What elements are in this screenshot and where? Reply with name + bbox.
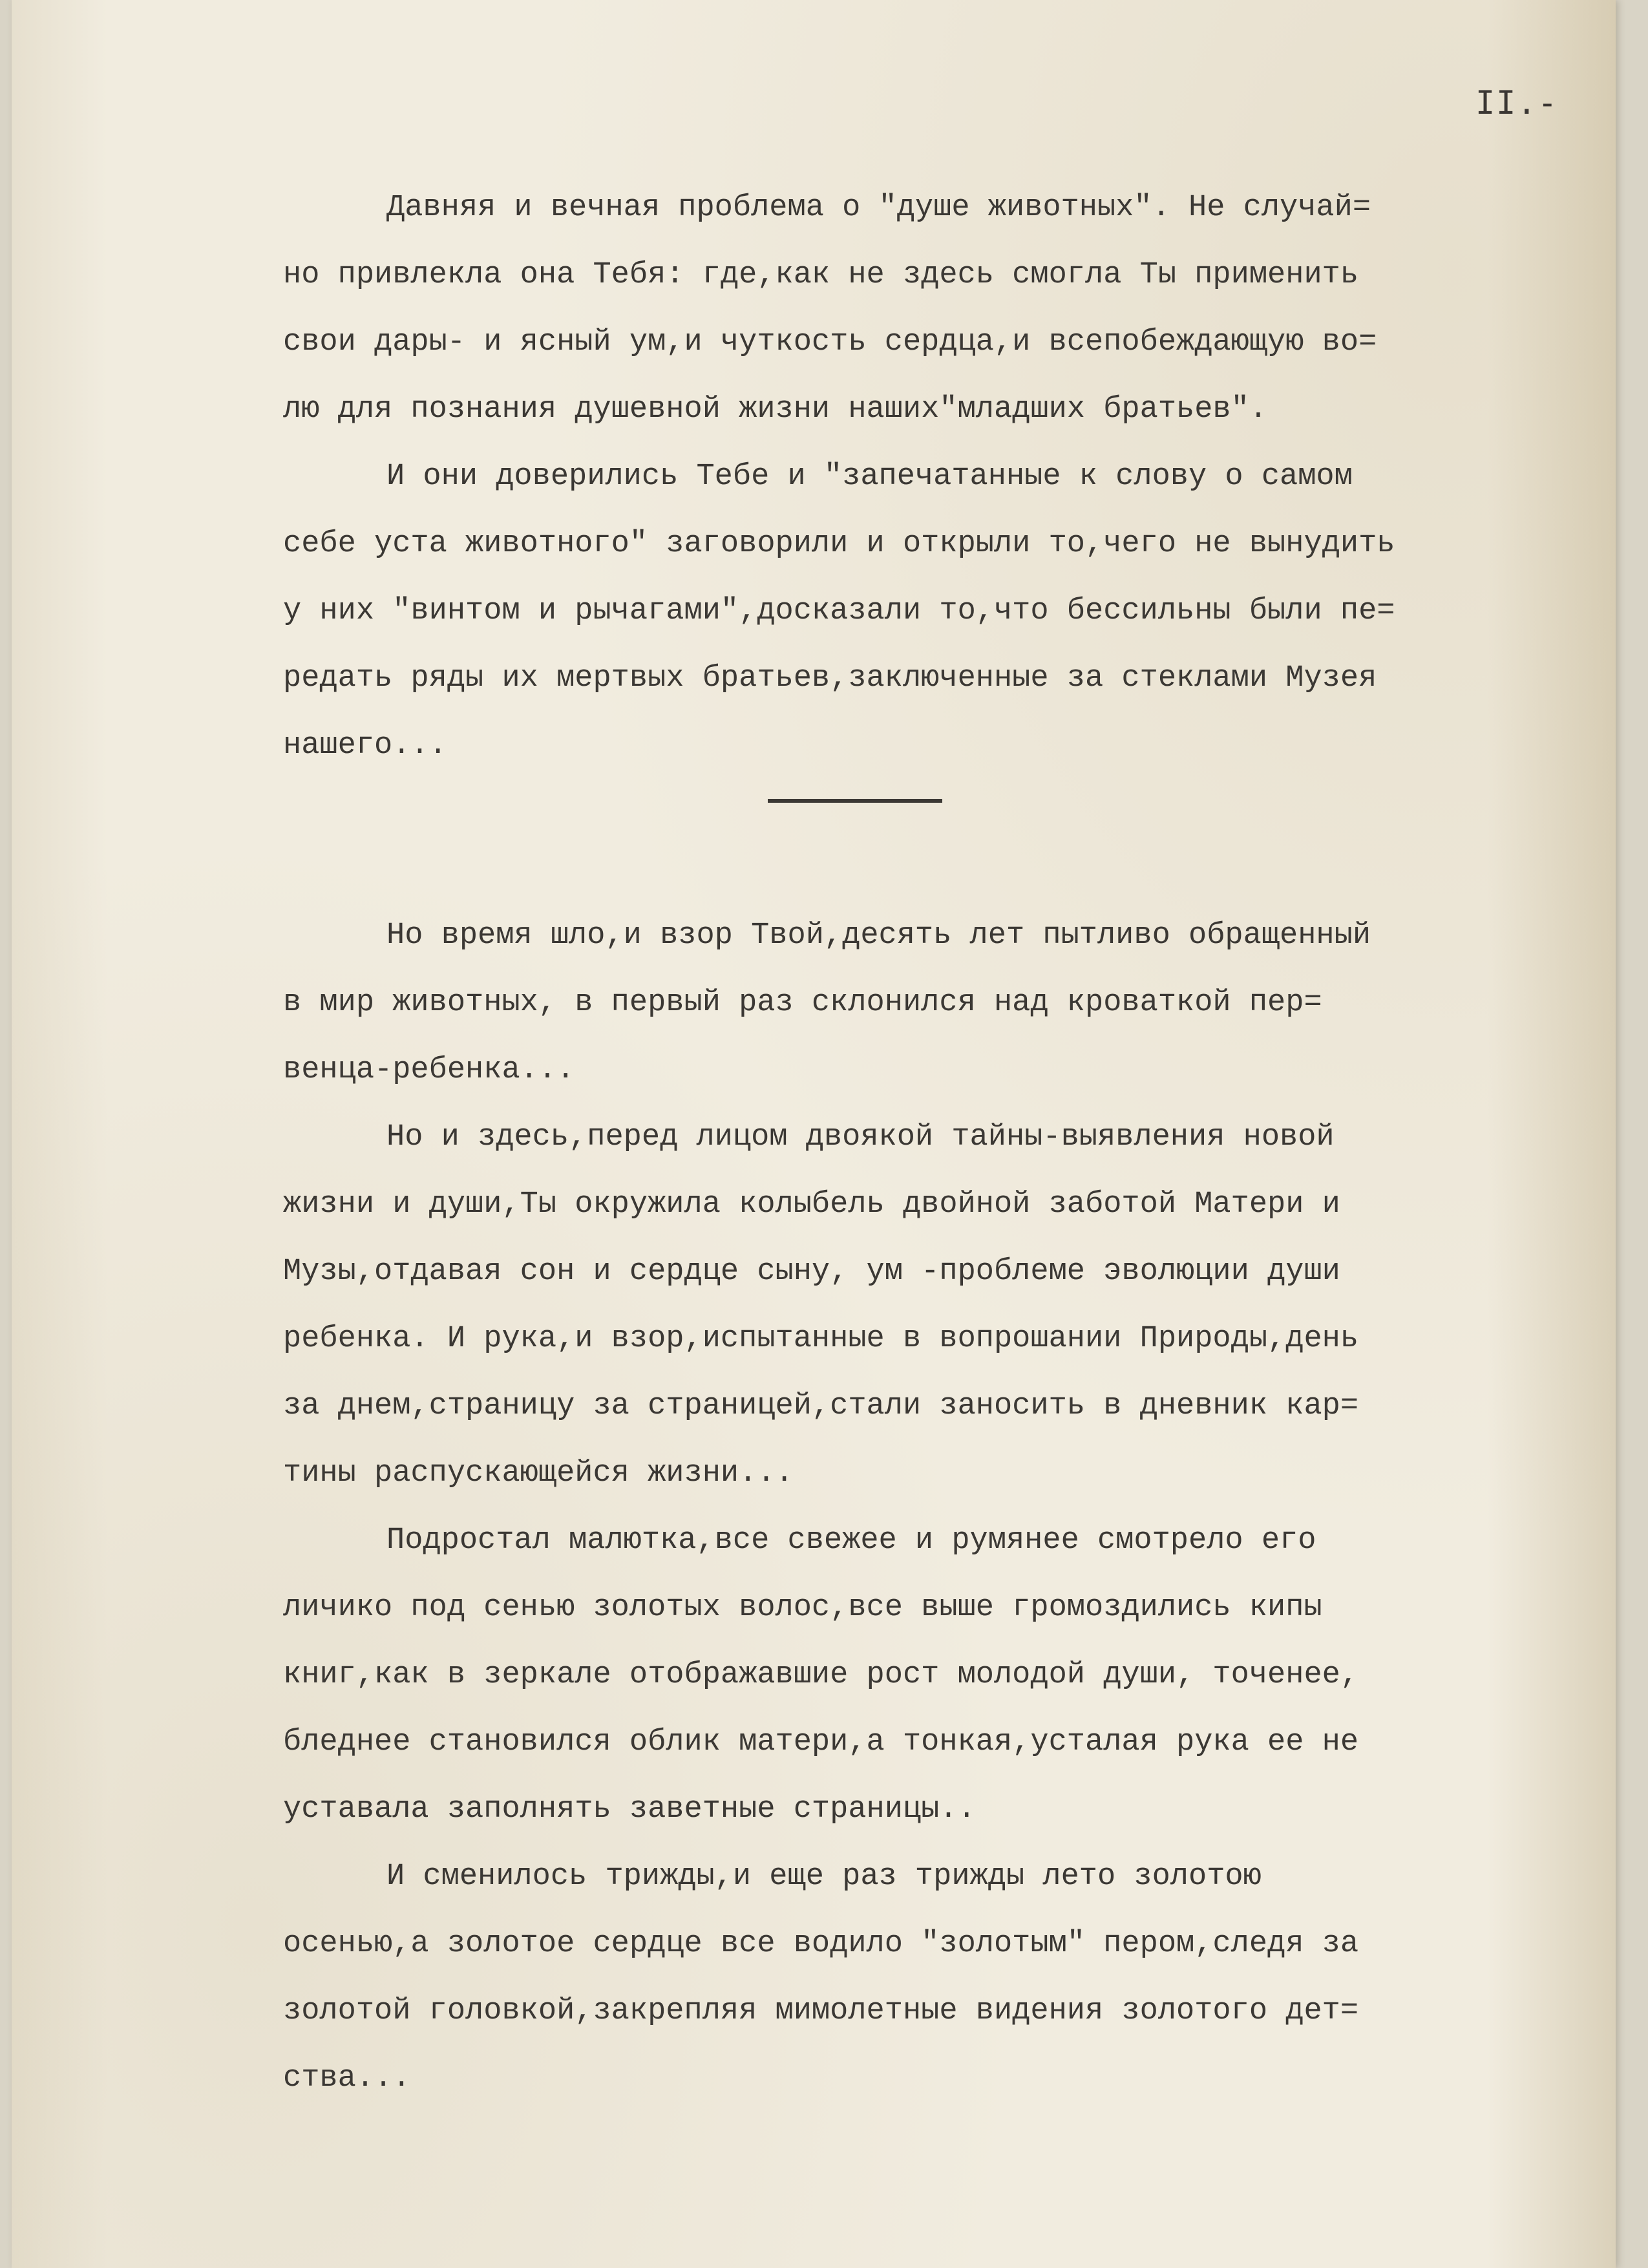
text-line: Давняя и вечная проблема о "душе животных". Не случай= [386,191,1371,225]
text-line: Музы,отдавая сон и сердце сыну, ум -проблеме эволюции души [283,1255,1340,1289]
paper-sheet [12,0,1616,2268]
text-line: И сменилось трижды,и еще раз трижды лето золотою [386,1860,1262,1894]
text-line: редать ряды их мертвых братьев,заключенные за стеклами Музея [283,661,1377,695]
text-line: ства... [283,2061,411,2095]
typed-text [283,175,1614,2112]
text-line: бледнее становился облик матери,а тонкая,усталая рука ее не [283,1725,1359,1759]
text-line: лю для познания душевной жизни наших"младших братьев". [283,392,1268,427]
text-line: тины распускающейся жизни... [283,1456,794,1490]
text-line: венца-ребенка... [283,1053,575,1087]
text-line: И они доверились Тебе и "запечатанные к слову о самом [386,460,1353,494]
text-line: личико под сенью золотых волос,все выше громоздились кипы [283,1591,1322,1625]
text-line: золотой головкой,закрепляя мимолетные видения золотого дет= [283,1994,1359,2028]
text-line: в мир животных, в первый раз склонился над кроваткой пер= [283,986,1322,1020]
text-line: книг,как в зеркале отображавшие рост молодой души, точенее, [283,1658,1359,1692]
page-number: II.- [1475,84,1559,122]
text-line: Но время шло,и взор Твой,десять лет пытливо обращенный [386,918,1371,953]
text-line: Подростал малютка,все свежее и румянее смотрело его [386,1523,1316,1558]
divider-rule [768,799,942,803]
text-line: свои дары- и ясный ум,и чуткость сердца,и всепобеждающую во= [283,325,1377,359]
text-line: жизни и души,Ты окружила колыбель двойной заботой Матери и [283,1187,1340,1222]
section-divider [283,799,1614,864]
text-line: себе уста животного" заговорили и открыли то,чего не вынудить [283,527,1395,561]
text-line: но привлекла она Тебя: где,как не здесь смогла Ты применить [283,258,1359,292]
text-line: за днем,страницу за страницей,стали заносить в дневник кар= [283,1389,1359,1423]
text-line: осенью,а золотое сердце все водило "золотым" пером,следя за [283,1927,1359,1961]
text-line: у них "винтом и рычагами",досказали то,что бессильны были пе= [283,594,1395,628]
text-line: Но и здесь,перед лицом двоякой тайны-выявления новой [386,1120,1335,1154]
text-line: уставала заполнять заветные страницы.. [283,1792,976,1827]
text-line: нашего... [283,728,447,763]
text-line: ребенка. И рука,и взор,испытанные в вопрошании Природы,день [283,1322,1359,1356]
